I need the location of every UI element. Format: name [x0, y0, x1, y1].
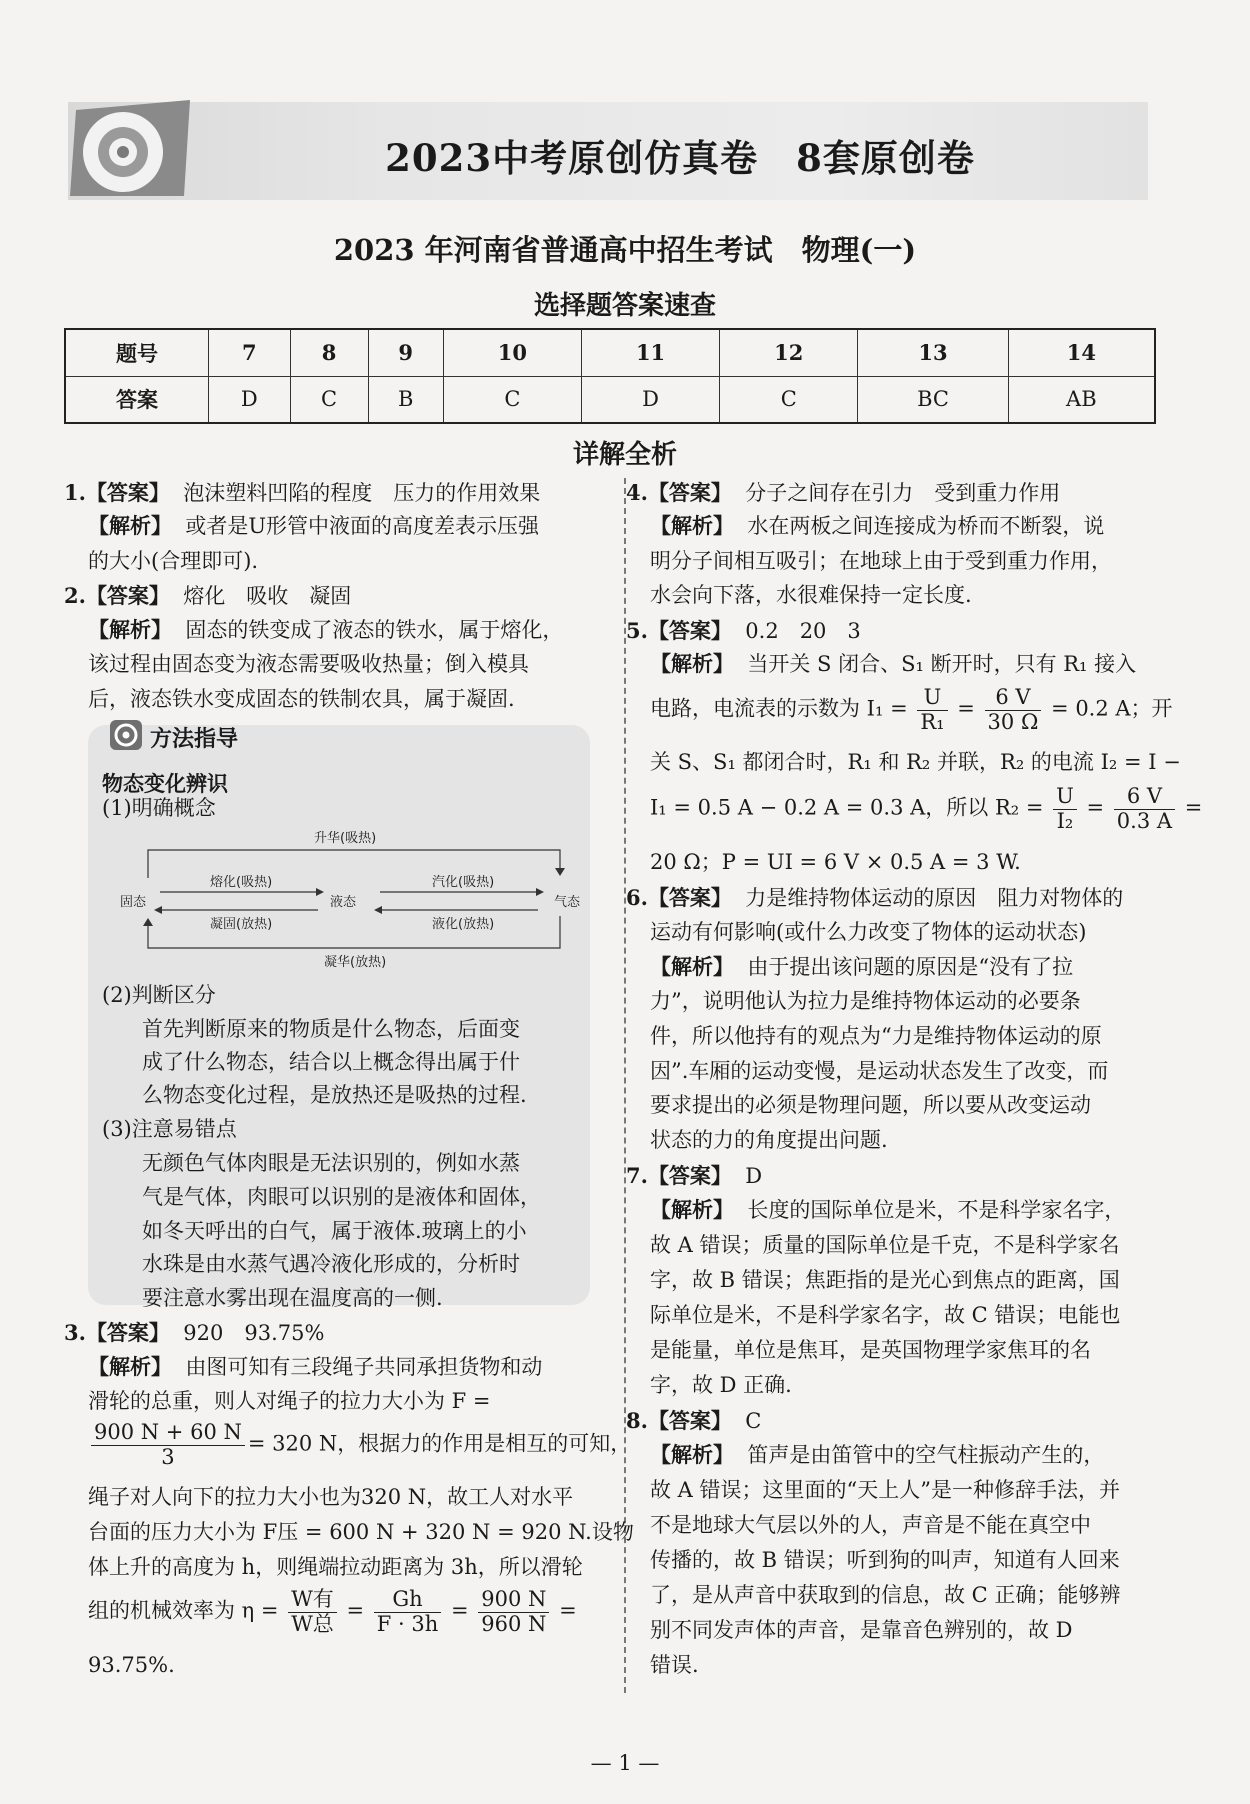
q7-answer-line: 7.【答案】 D: [626, 1163, 763, 1188]
q7-analysis-line: 【解析】 长度的国际单位是米，不是科学家名字，: [650, 1198, 1126, 1222]
q6-analysis-text: 状态的力的角度提出问题.: [650, 1128, 888, 1152]
q6-answer-line: 6.【答案】 力是维持物体运动的原因 阻力对物体的: [626, 885, 1124, 910]
q2-analysis-text: 后，液态铁水变成固态的铁制农具，属于凝固.: [88, 687, 515, 711]
diagram-liquid: 液态: [330, 895, 357, 910]
q4-analysis-text: 明分子间相互吸引；在地球上由于受到重力作用，: [650, 549, 1112, 573]
question-number: 11: [581, 329, 719, 376]
q7-analysis-text: 是能量，单位是焦耳，是英国物理学家焦耳的名: [650, 1338, 1091, 1362]
diagram-gas: 气态: [554, 895, 581, 910]
q6-analysis-text: 力”，说明他认为拉力是维持物体运动的必要条: [650, 989, 1081, 1013]
question-number: 7: [209, 329, 291, 376]
state-change-diagram: [118, 820, 588, 970]
table-row: [65, 376, 1155, 423]
q2-analysis-line: 【解析】 固态的铁变成了液态的铁水，属于熔化，: [88, 618, 564, 642]
method-guide-title: 方法指导: [150, 727, 239, 752]
q7-analysis-text: 字，故 B 错误；焦距指的是光心到焦点的距离，国: [650, 1268, 1120, 1292]
answer-cell: D: [209, 376, 291, 423]
q1-answer-line: 1.【答案】 泡沫塑料凹陷的程度 压力的作用效果: [64, 480, 541, 505]
q8-analysis-text: 传播的，故 B 错误；听到狗的叫声，知道有人回来: [650, 1548, 1120, 1572]
q6-analysis-text: 要求提出的必须是物理问题，所以要从改变运动: [650, 1093, 1091, 1117]
q3-analysis-text: 绳子对人向下的拉力大小也为320 N，故工人对水平: [88, 1485, 574, 1509]
table-row: [65, 329, 1155, 376]
q6-analysis-text: 因”.车厢的运动变慢，是运动状态发生了改变，而: [650, 1059, 1109, 1083]
question-number: 14: [1008, 329, 1155, 376]
diagram-solid: 固态: [120, 895, 147, 910]
diagram-vaporization: 汽化(吸热): [432, 875, 495, 890]
fraction: $\frac{6 V}{0.3 A}$: [1114, 785, 1175, 833]
fraction: $\frac{U}{\text{R₁}}$: [917, 686, 947, 734]
method-step2: (2)判断区分: [102, 983, 216, 1007]
fraction: $\frac{6 V}{30 \Omega}$: [985, 686, 1042, 734]
answer-table: [64, 328, 1156, 424]
q6-analysis-line: 【解析】 由于提出该问题的原因是“没有了拉: [650, 955, 1074, 979]
q8-answer-line: 8.【答案】 C: [626, 1408, 762, 1433]
q1-analysis-text: 的大小(合理即可).: [88, 549, 259, 573]
answer-cell: D: [581, 376, 719, 423]
diagram-deposition: 凝华(放热): [324, 955, 387, 970]
q4-answer-line: 4.【答案】 分子之间存在引力 受到重力作用: [626, 480, 1061, 505]
answer-cell: BC: [858, 376, 1008, 423]
quick-check-title: 选择题答案速查: [533, 291, 716, 321]
q8-analysis-text: 别不同发声体的声音，是靠音色辨别的，故 D: [650, 1618, 1073, 1642]
q6-analysis-text: 件，所以他持有的观点为“力是维持物体运动的原: [650, 1024, 1102, 1048]
q8-analysis-line: 【解析】 笛声是由笛管中的空气柱振动产生的，: [650, 1443, 1105, 1467]
q2-answer-line: 2.【答案】 熔化 吸收 凝固: [64, 583, 352, 608]
method-step3: (3)注意易错点: [102, 1117, 237, 1141]
method-text: 无颜色气体肉眼是无法识别的，例如水蒸: [142, 1151, 520, 1175]
q7-analysis-text: 字，故 D 正确.: [650, 1373, 792, 1397]
method-step1: (1)明确概念: [102, 796, 216, 820]
method-text: 首先判断原来的物质是什么物态，后面变: [142, 1017, 520, 1041]
question-number: 8: [290, 329, 368, 376]
method-text: 如冬天呼出的白气，属于液体.玻璃上的小: [142, 1219, 527, 1243]
row-label-number: 题号: [65, 329, 209, 376]
diagram-sublimation: 升华(吸热): [314, 831, 377, 846]
fraction: $\frac{U}{\text{I₂}}$: [1053, 785, 1077, 833]
page-number: — 1 —: [590, 1751, 660, 1775]
row-label-answer: 答案: [65, 376, 209, 423]
method-text: 水珠是由水蒸气遇冷液化形成的，分析时: [142, 1252, 520, 1276]
fraction: $\frac{900 N + 60 N}{3}$: [91, 1421, 245, 1469]
q3-analysis-text: 滑轮的总重，则人对绳子的拉力大小为 F =: [88, 1389, 491, 1413]
q4-analysis-text: 水会向下落，水很难保持一定长度.: [650, 583, 972, 607]
target-icon: [110, 720, 142, 750]
q3-analysis-line: 【解析】 由图可知有三段绳子共同承担货物和动: [88, 1355, 543, 1379]
method-text: 成了什么物态，结合以上概念得出属于什: [142, 1050, 520, 1074]
method-text: 气是气体，肉眼可以识别的是液体和固体，: [142, 1185, 541, 1209]
question-number: 13: [858, 329, 1008, 376]
answer-cell: AB: [1008, 376, 1155, 423]
q2-analysis-text: 该过程由固态变为液态需要吸收热量；倒入模具: [88, 652, 529, 676]
question-number: 10: [443, 329, 581, 376]
q3-answer-line: 3.【答案】 920 93.75%: [64, 1320, 325, 1345]
detail-title: 详解全析: [572, 440, 677, 470]
q6-answer-text: 运动有何影响(或什么力改变了物体的运动状态): [650, 920, 1087, 944]
q8-analysis-text: 了，是从声音中获取到的信息，故 C 正确；能够辨: [650, 1583, 1121, 1607]
question-number: 12: [720, 329, 858, 376]
q5-resistance-line: I₁ = 0.5 A − 0.2 A = 0.3 A，所以 R₂ = $\frac{U}{\text{I₂}}$ = $\frac{6 V}{0.3 A}$ =: [650, 784, 1203, 833]
q7-analysis-text: 际单位是米，不是科学家名字，故 C 错误；电能也: [650, 1303, 1121, 1327]
exam-title: 2023 年河南省普通高中招生考试 物理(一): [333, 233, 917, 267]
q5-analysis-text: 关 S、S₁ 都闭合时，R₁ 和 R₂ 并联，R₂ 的电流 I₂ = I −: [650, 750, 1181, 774]
q5-analysis-text: 20 Ω；P = UI = 6 V × 0.5 A = 3 W.: [650, 850, 1021, 874]
method-heading: 物态变化辨识: [102, 772, 228, 796]
column-divider: [624, 478, 626, 1693]
diagram-freezing: 凝固(放热): [210, 917, 273, 932]
q8-analysis-text: 故 A 错误；这里面的“天上人”是一种修辞手法，并: [650, 1478, 1120, 1502]
q3-efficiency-line: 组的机械效率为 η = $\frac{\text{W有}}{\text{W总}}$ = $\frac{Gh}{F \cdot 3h}$ = $\frac{900 N}{960 N}$ =: [88, 1587, 577, 1636]
fraction: $\frac{Gh}{F \cdot 3h}$: [374, 1588, 441, 1636]
q3-formula-line: $\frac{900 N + 60 N}{3}$ = 320 N，根据力的作用是相互的可知，: [88, 1421, 631, 1469]
q8-analysis-text: 错误.: [650, 1653, 699, 1677]
diagram-melting: 熔化(吸热): [210, 875, 273, 890]
diagram-liquefaction: 液化(放热): [432, 917, 495, 932]
fraction: $\frac{900 N}{960 N}$: [478, 1588, 549, 1636]
q1-analysis-line: 【解析】 或者是U形管中液面的高度差表示压强: [88, 514, 540, 538]
fraction: $\frac{\text{W有}}{\text{W总}}$: [288, 1588, 337, 1636]
q8-analysis-text: 不是地球大气层以外的人，声音是不能在真空中: [650, 1513, 1091, 1537]
q7-analysis-text: 故 A 错误；质量的国际单位是千克，不是科学家名: [650, 1233, 1120, 1257]
disc-logo-icon: [68, 96, 198, 202]
q5-analysis-line: 【解析】 当开关 S 闭合、S₁ 断开时，只有 R₁ 接入: [650, 652, 1137, 676]
banner-title: 2023中考原创仿真卷 8套原创卷: [385, 136, 975, 180]
q5-current-line: 电路，电流表的示数为 I₁ = $\frac{U}{\text{R₁}}$ = $\frac{6 V}{30 \Omega}$ = 0.2 A；开: [650, 685, 1173, 734]
q3-analysis-text: 台面的压力大小为 F压 = 600 N + 320 N = 920 N.设物: [88, 1520, 634, 1544]
answer-cell: C: [720, 376, 858, 423]
answer-cell: B: [368, 376, 443, 423]
q5-answer-line: 5.【答案】 0.2 20 3: [626, 618, 861, 643]
q3-analysis-text: 体上升的高度为 h，则绳端拉动距离为 3h，所以滑轮: [88, 1555, 583, 1579]
answer-cell: C: [443, 376, 581, 423]
method-text: 要注意水雾出现在温度高的一侧.: [142, 1286, 443, 1310]
q3-analysis-text: 93.75%.: [88, 1653, 175, 1677]
q4-analysis-line: 【解析】 水在两板之间连接成为桥而不断裂，说: [650, 514, 1105, 538]
question-number: 9: [368, 329, 443, 376]
method-text: 么物态变化过程，是放热还是吸热的过程.: [142, 1083, 527, 1107]
answer-cell: C: [290, 376, 368, 423]
